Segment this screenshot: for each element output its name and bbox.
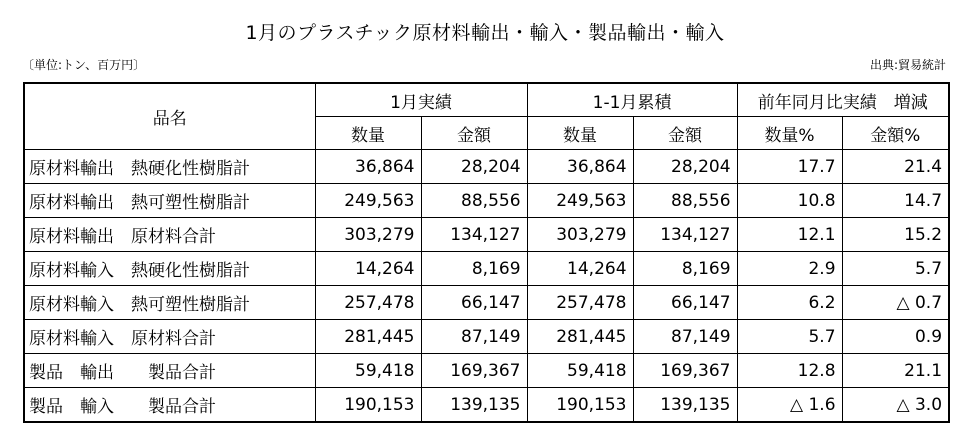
cell-yoy-quantity: 10.8 [737,184,842,218]
cell-month-amount: 28,204 [421,150,527,184]
cell-cumulative-amount: 87,149 [633,320,737,354]
table-row [24,286,949,320]
cell-cumulative-amount: 139,135 [633,388,737,423]
table-row [24,218,949,252]
cell-month-amount: 88,556 [421,184,527,218]
header-month-amount: 金額 [421,117,527,150]
cell-cumulative-amount: 28,204 [633,150,737,184]
cell-yoy-amount: 5.7 [842,252,949,286]
cell-yoy-amount: 15.2 [842,218,949,252]
cell-cumulative-quantity: 190,153 [527,388,633,423]
cell-cumulative-quantity: 59,418 [527,354,633,388]
row-name: 原材料輸入 熱可塑性樹脂計 [24,286,315,320]
cell-cumulative-amount: 134,127 [633,218,737,252]
cell-month-quantity: 249,563 [315,184,421,218]
cell-cumulative-quantity: 257,478 [527,286,633,320]
unit-note: 〔単位:トン、百万円〕 [22,58,146,72]
cell-month-quantity: 59,418 [315,354,421,388]
cell-cumulative-amount: 169,367 [633,354,737,388]
header-yoy-amount-pct: 金額% [842,117,949,150]
cell-cumulative-quantity: 36,864 [527,150,633,184]
source-note: 出典:貿易統計 [869,58,946,72]
table-row [24,388,949,423]
table-row [24,150,949,184]
header-cumulative-quantity: 数量 [527,117,633,150]
cell-month-quantity: 303,279 [315,218,421,252]
page-title: 1月のプラスチック原材料輸出・輸入・製品輸出・輸入 [245,22,725,44]
cell-cumulative-quantity: 249,563 [527,184,633,218]
table-row [24,320,949,354]
cell-month-amount: 87,149 [421,320,527,354]
cell-month-quantity: 14,264 [315,252,421,286]
cell-month-amount: 169,367 [421,354,527,388]
row-name: 原材料輸出 熱可塑性樹脂計 [24,184,315,218]
cell-yoy-amount: 14.7 [842,184,949,218]
cell-yoy-amount: 21.4 [842,150,949,184]
cell-yoy-quantity: 5.7 [737,320,842,354]
table-row [24,252,949,286]
row-name: 製品 輸入 製品合計 [24,388,315,423]
cell-month-amount: 8,169 [421,252,527,286]
cell-cumulative-quantity: 281,445 [527,320,633,354]
cell-yoy-quantity: △ 1.6 [737,388,842,423]
cell-cumulative-quantity: 14,264 [527,252,633,286]
header-group-yoy: 前年同月比実績 増減 [737,83,949,117]
trade-table [23,82,950,423]
cell-month-amount: 139,135 [421,388,527,423]
row-name: 原材料輸出 熱硬化性樹脂計 [24,150,315,184]
cell-cumulative-amount: 88,556 [633,184,737,218]
cell-cumulative-quantity: 303,279 [527,218,633,252]
row-name: 原材料輸入 原材料合計 [24,320,315,354]
cell-yoy-quantity: 17.7 [737,150,842,184]
cell-month-amount: 66,147 [421,286,527,320]
header-row-groups [24,83,949,117]
cell-yoy-quantity: 6.2 [737,286,842,320]
cell-month-quantity: 257,478 [315,286,421,320]
cell-yoy-quantity: 2.9 [737,252,842,286]
cell-cumulative-amount: 8,169 [633,252,737,286]
header-item-name: 品名 [24,83,315,150]
cell-month-quantity: 36,864 [315,150,421,184]
header-month-quantity: 数量 [315,117,421,150]
cell-yoy-quantity: 12.1 [737,218,842,252]
row-name: 原材料輸出 原材料合計 [24,218,315,252]
row-name: 製品 輸出 製品合計 [24,354,315,388]
cell-month-amount: 134,127 [421,218,527,252]
row-name: 原材料輸入 熱硬化性樹脂計 [24,252,315,286]
table-row [24,184,949,218]
header-group-month: 1月実績 [315,83,527,117]
table-row [24,354,949,388]
cell-month-quantity: 190,153 [315,388,421,423]
cell-yoy-amount: △ 0.7 [842,286,949,320]
cell-yoy-amount: △ 3.0 [842,388,949,423]
header-group-cumulative: 1-1月累積 [527,83,737,117]
header-yoy-quantity-pct: 数量% [737,117,842,150]
cell-yoy-amount: 21.1 [842,354,949,388]
cell-month-quantity: 281,445 [315,320,421,354]
cell-cumulative-amount: 66,147 [633,286,737,320]
cell-yoy-quantity: 12.8 [737,354,842,388]
cell-yoy-amount: 0.9 [842,320,949,354]
header-cumulative-amount: 金額 [633,117,737,150]
